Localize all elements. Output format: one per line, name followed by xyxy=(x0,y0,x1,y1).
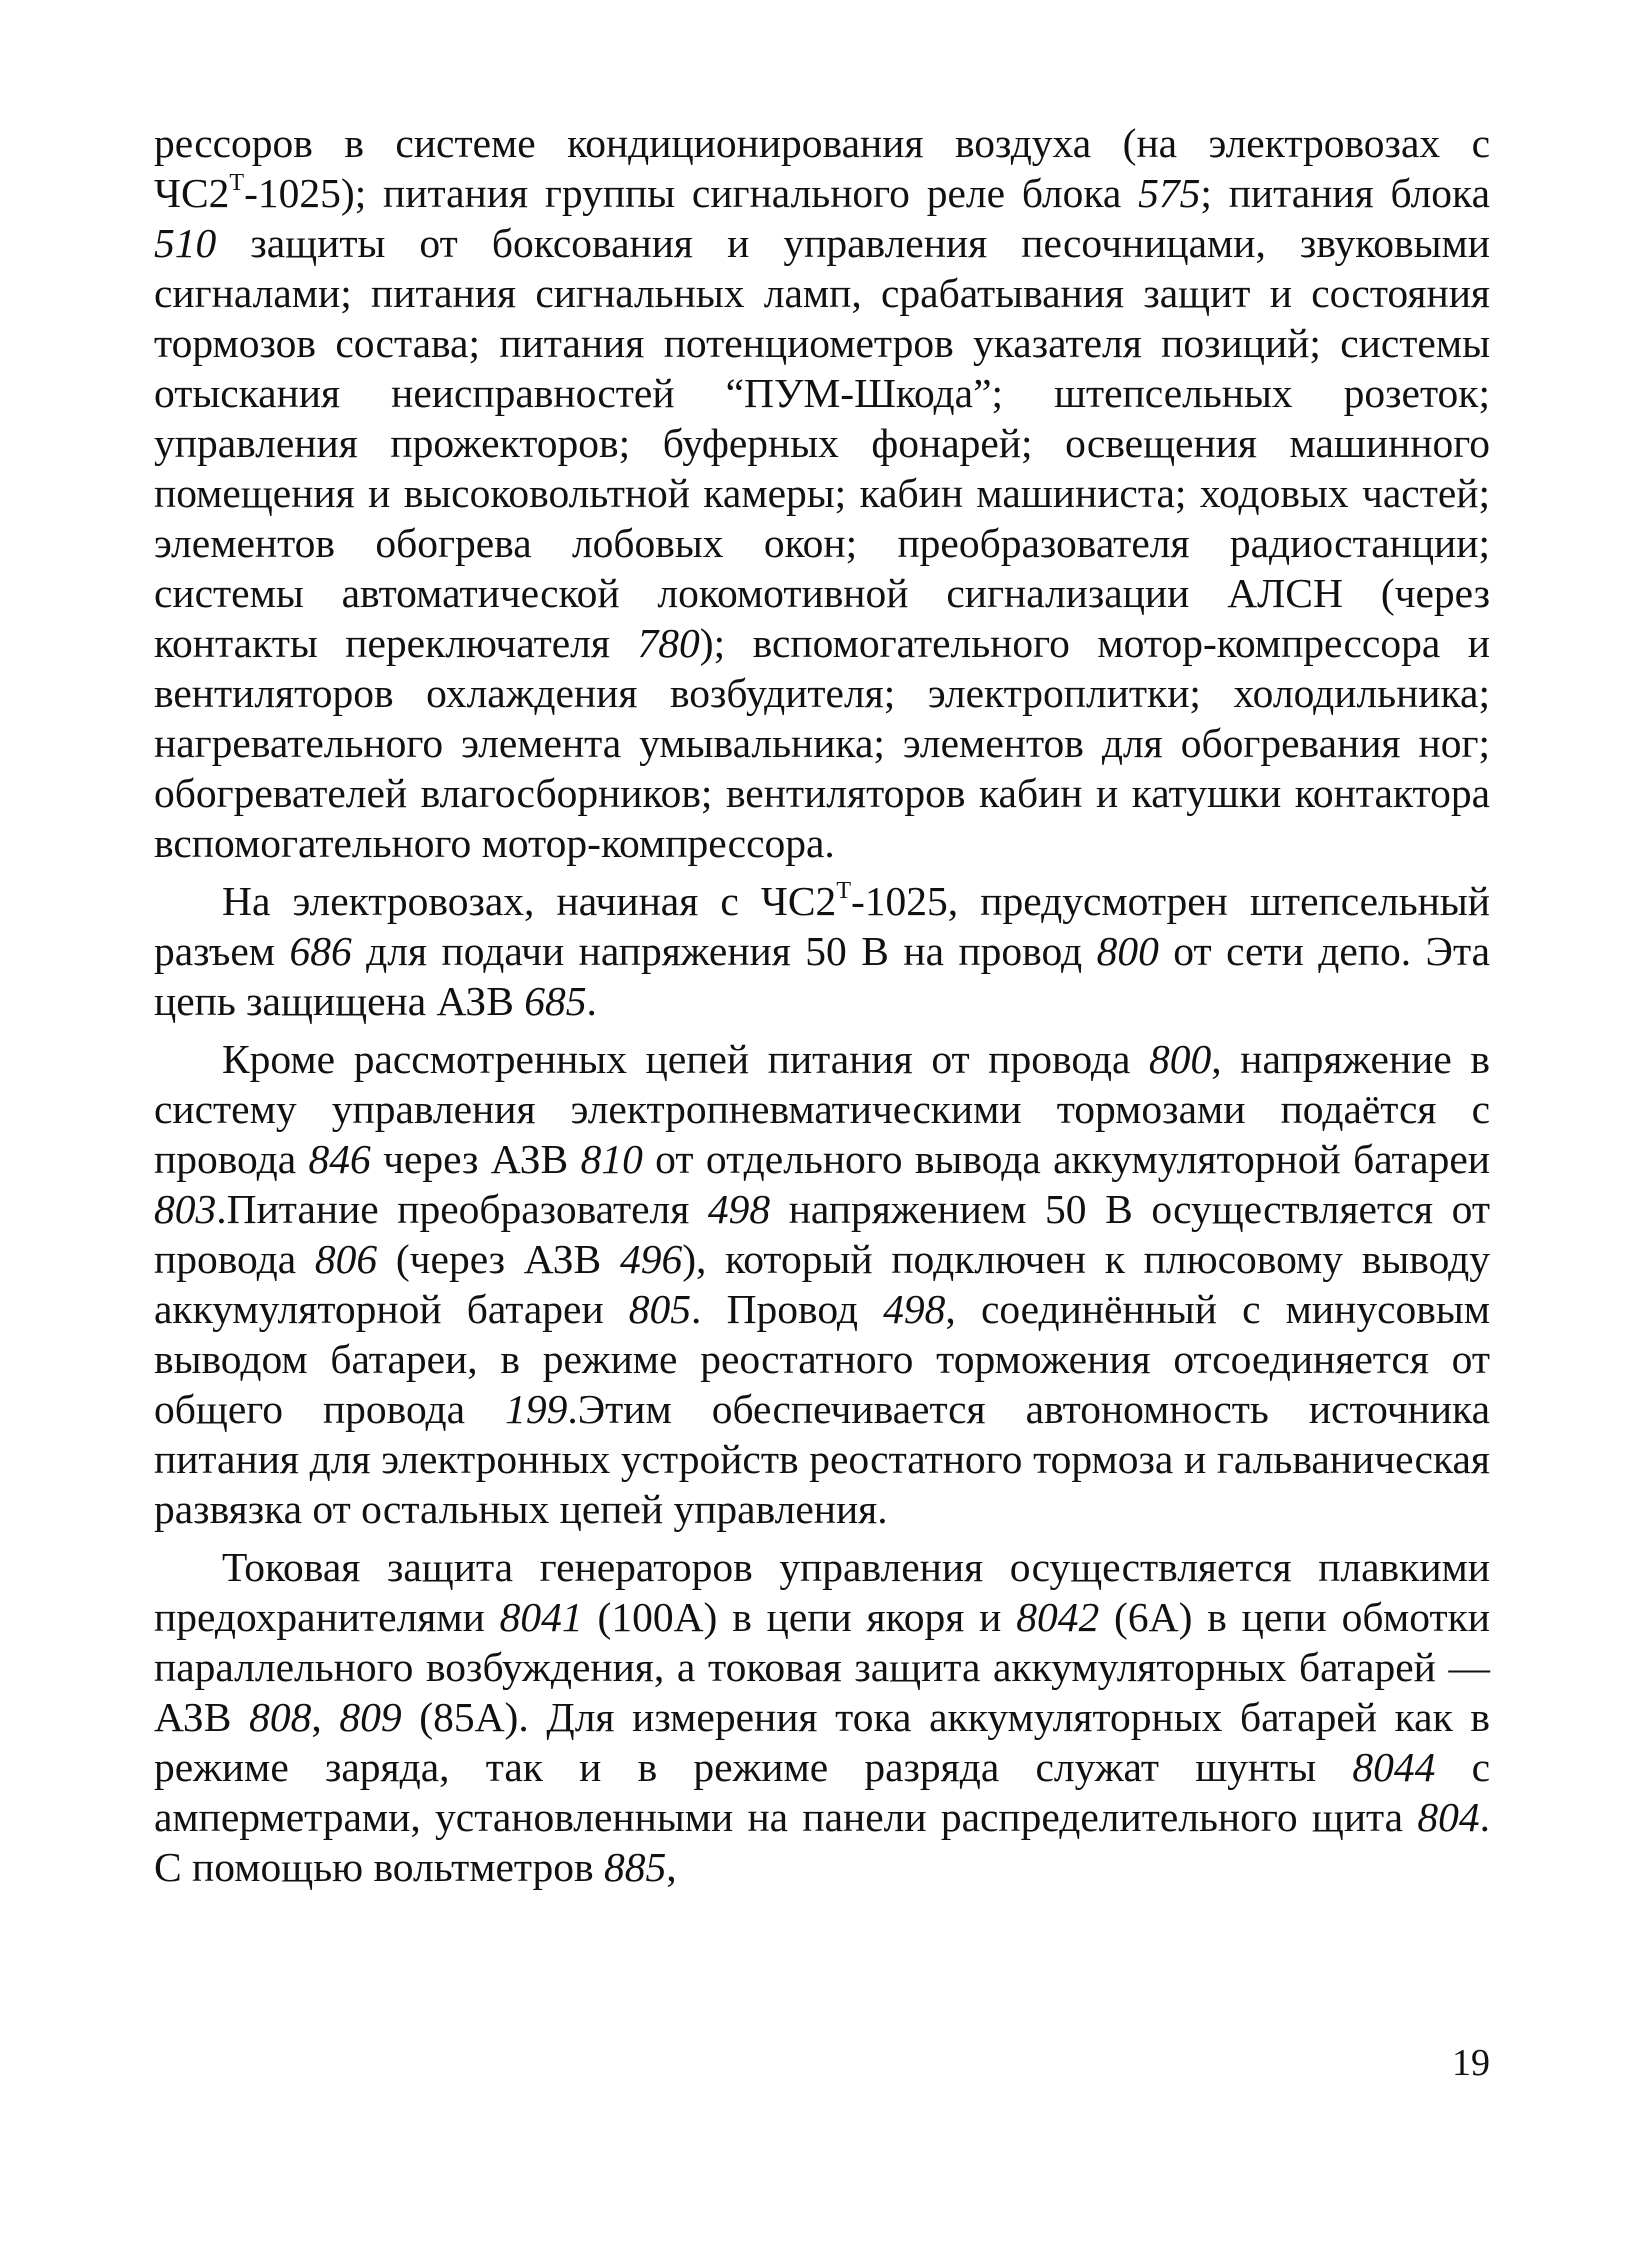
superscript-mark: Т xyxy=(836,878,851,905)
text-run: -1025); питания группы сигнального реле блока xyxy=(244,170,1139,216)
text-run: (через АЗВ xyxy=(377,1236,620,1282)
text-run: . Провод xyxy=(691,1286,884,1332)
text-run: защиты от боксования и управления песочницами, звуковыми сигналами; питания сигнальных ламп, срабатывания защит и состояния тормозов состава; питания потенциометров указателя позиций; системы отыскания неисправностей “ПУМ-Шкода”; штепсельных розеток; управления прожекторов; буферных фонарей; освещения машинного помещения и высоковольтной камеры; кабин машиниста; ходовых частей; элементов обогрева лобовых окон; преобразователя радиостанции; системы автоматической локомотивной сигнализации АЛСН (через контакты переключателя xyxy=(154,220,1490,666)
reference-number: 803 xyxy=(154,1186,217,1232)
reference-number: 885 xyxy=(604,1844,667,1890)
text-run: .Питание преобразователя xyxy=(216,1186,708,1232)
reference-number: 199 xyxy=(505,1386,568,1432)
reference-number: 780 xyxy=(637,620,700,666)
text-run: (100А) в цепи якоря и xyxy=(582,1594,1017,1640)
reference-number: 686 xyxy=(289,928,352,974)
reference-number: 800 xyxy=(1149,1036,1212,1082)
reference-number: 846 xyxy=(308,1136,371,1182)
reference-number: 8044 xyxy=(1352,1744,1436,1790)
text-run: с амперметрами, установленными на панели распределительного щита xyxy=(154,1744,1490,1840)
reference-number: 8041 xyxy=(499,1594,583,1640)
page-number: 19 xyxy=(1452,2042,1490,2084)
text-run: , xyxy=(666,1844,677,1890)
paragraph-1 xyxy=(154,118,1490,868)
paragraph-3 xyxy=(154,1034,1490,1534)
text-run: ; питания блока xyxy=(1200,170,1490,216)
text-run: . С помощью вольтметров xyxy=(154,1794,1490,1890)
reference-number: 575 xyxy=(1138,170,1201,216)
text-run: , xyxy=(311,1694,340,1740)
reference-number: 496 xyxy=(619,1236,683,1282)
reference-number: 498 xyxy=(883,1286,946,1332)
text-run: , напряжение в систему управления электропневматическими тормозами подаётся с провода xyxy=(154,1036,1491,1182)
reference-number: 8042 xyxy=(1016,1594,1100,1640)
reference-number: 510 xyxy=(154,220,217,266)
paragraph-4 xyxy=(154,1542,1490,1892)
text-run: Кроме рассмотренных цепей питания от провода xyxy=(222,1036,1150,1082)
page-body xyxy=(154,118,1490,1900)
text-run: для подачи напряжения 50 В на провод xyxy=(351,928,1097,974)
reference-number: 810 xyxy=(580,1136,643,1182)
text-run: напряжением 50 В осуществляется от провода xyxy=(154,1186,1490,1282)
text-run: На электровозах, начиная с ЧС2 xyxy=(222,878,837,924)
text-run: , соединённый с минусовым выводом батареи, в режиме реостатного торможения отсоединяется от общего провода xyxy=(154,1286,1490,1432)
text-run: (6А) в цепи обмотки параллельного возбуждения, а токовая защита аккумуляторных батарей — АЗВ xyxy=(154,1594,1490,1740)
reference-number: 498 xyxy=(707,1186,771,1232)
text-run: (85А). Для измерения тока аккумуляторных батарей как в режиме заряда, так и в режиме разряда служат шунты xyxy=(154,1694,1490,1790)
text-run: ); вспомогательного мотор-компрессора и вентиляторов охлаждения возбудителя; электроплитки; холодильника; нагревательного элемента умывальника; элементов для обогревания ног; обогревателей влагосборников; вентиляторов кабин и катушки контактора вспомогательного мотор-компрессора. xyxy=(154,620,1491,866)
reference-number: 809 xyxy=(339,1694,402,1740)
text-run: от отдельного вывода аккумуляторной батареи xyxy=(642,1136,1490,1182)
paragraph-2 xyxy=(154,876,1490,1026)
text-run: от сети депо. Эта цепь защищена АЗВ xyxy=(154,928,1491,1024)
text-run: через АЗВ xyxy=(370,1136,581,1182)
reference-number: 806 xyxy=(314,1236,378,1282)
text-run: .Этим обеспечивается автономность источника питания для электронных устройств реостатного тормоза и гальваническая развязка от остальных цепей управления. xyxy=(154,1386,1490,1532)
superscript-mark: Т xyxy=(229,170,245,197)
reference-number: 805 xyxy=(628,1286,692,1332)
reference-number: 804 xyxy=(1417,1794,1480,1840)
text-run: рессоров в системе кондиционирования воздуха (на электровозах с ЧС2 xyxy=(154,120,1490,216)
text-run: . xyxy=(586,978,597,1024)
reference-number: 800 xyxy=(1096,928,1159,974)
text-run: ), который подключен к плюсовому выводу аккумуляторной батареи xyxy=(154,1236,1490,1332)
reference-number: 685 xyxy=(524,978,587,1024)
text-run: -1025, предусмотрен штепсельный разъем xyxy=(154,878,1490,974)
text-run: Токовая защита генераторов управления осуществляется плавкими предохранителями xyxy=(154,1544,1490,1640)
reference-number: 808 xyxy=(249,1694,312,1740)
